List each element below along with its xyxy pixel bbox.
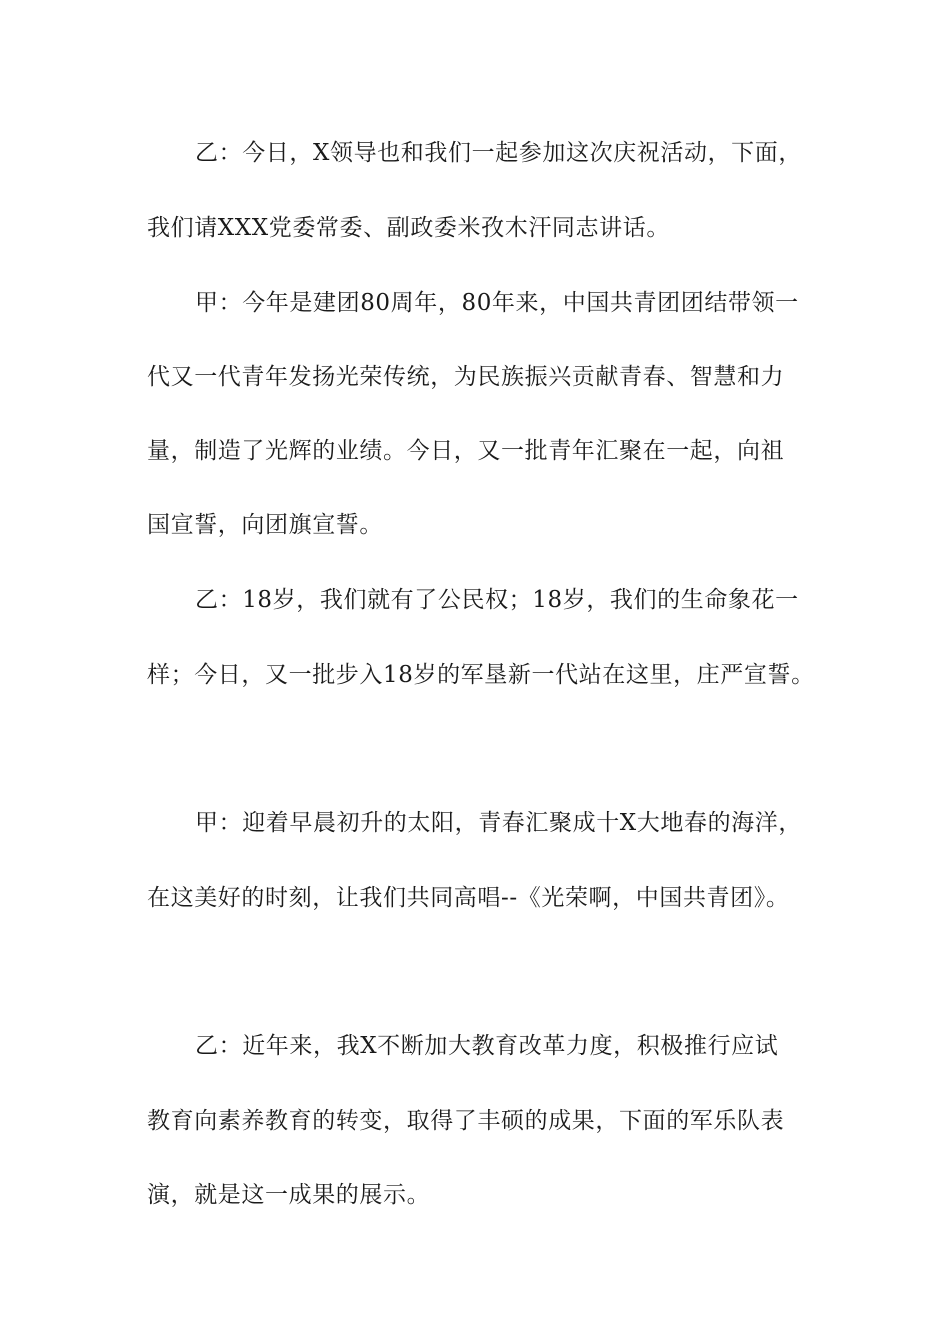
paragraph-1-line-1: 乙：今日，X领导也和我们一起参加这次庆祝活动，下面， bbox=[195, 140, 802, 166]
paragraph-1-line-2: 我们请XXX党委常委、副政委米孜木汗同志讲话。 bbox=[147, 215, 670, 241]
paragraph-5-line-2: 教育向素养教育的转变，取得了丰硕的成果，下面的军乐队表 bbox=[147, 1108, 785, 1134]
paragraph-2-line-4: 国宣誓，向团旗宣誓。 bbox=[147, 512, 383, 538]
paragraph-3-line-1: 乙：18岁，我们就有了公民权；18岁，我们的生命象花一 bbox=[195, 587, 799, 613]
paragraph-3-line-2: 样；今日，又一批步入18岁的军垦新一代站在这里，庄严宣誓。 bbox=[147, 662, 815, 688]
paragraph-5-line-1: 乙：近年来，我X不断加大教育改革力度，积极推行应试 bbox=[195, 1033, 779, 1059]
paragraph-2-line-3: 量，制造了光辉的业绩。今日，又一批青年汇聚在一起，向祖 bbox=[147, 438, 785, 464]
paragraph-2-line-2: 代又一代青年发扬光荣传统，为民族振兴贡献青春、智慧和力 bbox=[147, 364, 785, 390]
paragraph-4-line-2: 在这美好的时刻，让我们共同高唱--《光荣啊，中国共青团》。 bbox=[147, 885, 790, 911]
paragraph-5-line-3: 演，就是这一成果的展示。 bbox=[147, 1182, 431, 1208]
paragraph-2-line-1: 甲：今年是建团80周年，80年来，中国共青团团结带领一 bbox=[195, 290, 799, 316]
paragraph-4-line-1: 甲：迎着早晨初升的太阳，青春汇聚成十X大地春的海洋， bbox=[195, 810, 802, 836]
